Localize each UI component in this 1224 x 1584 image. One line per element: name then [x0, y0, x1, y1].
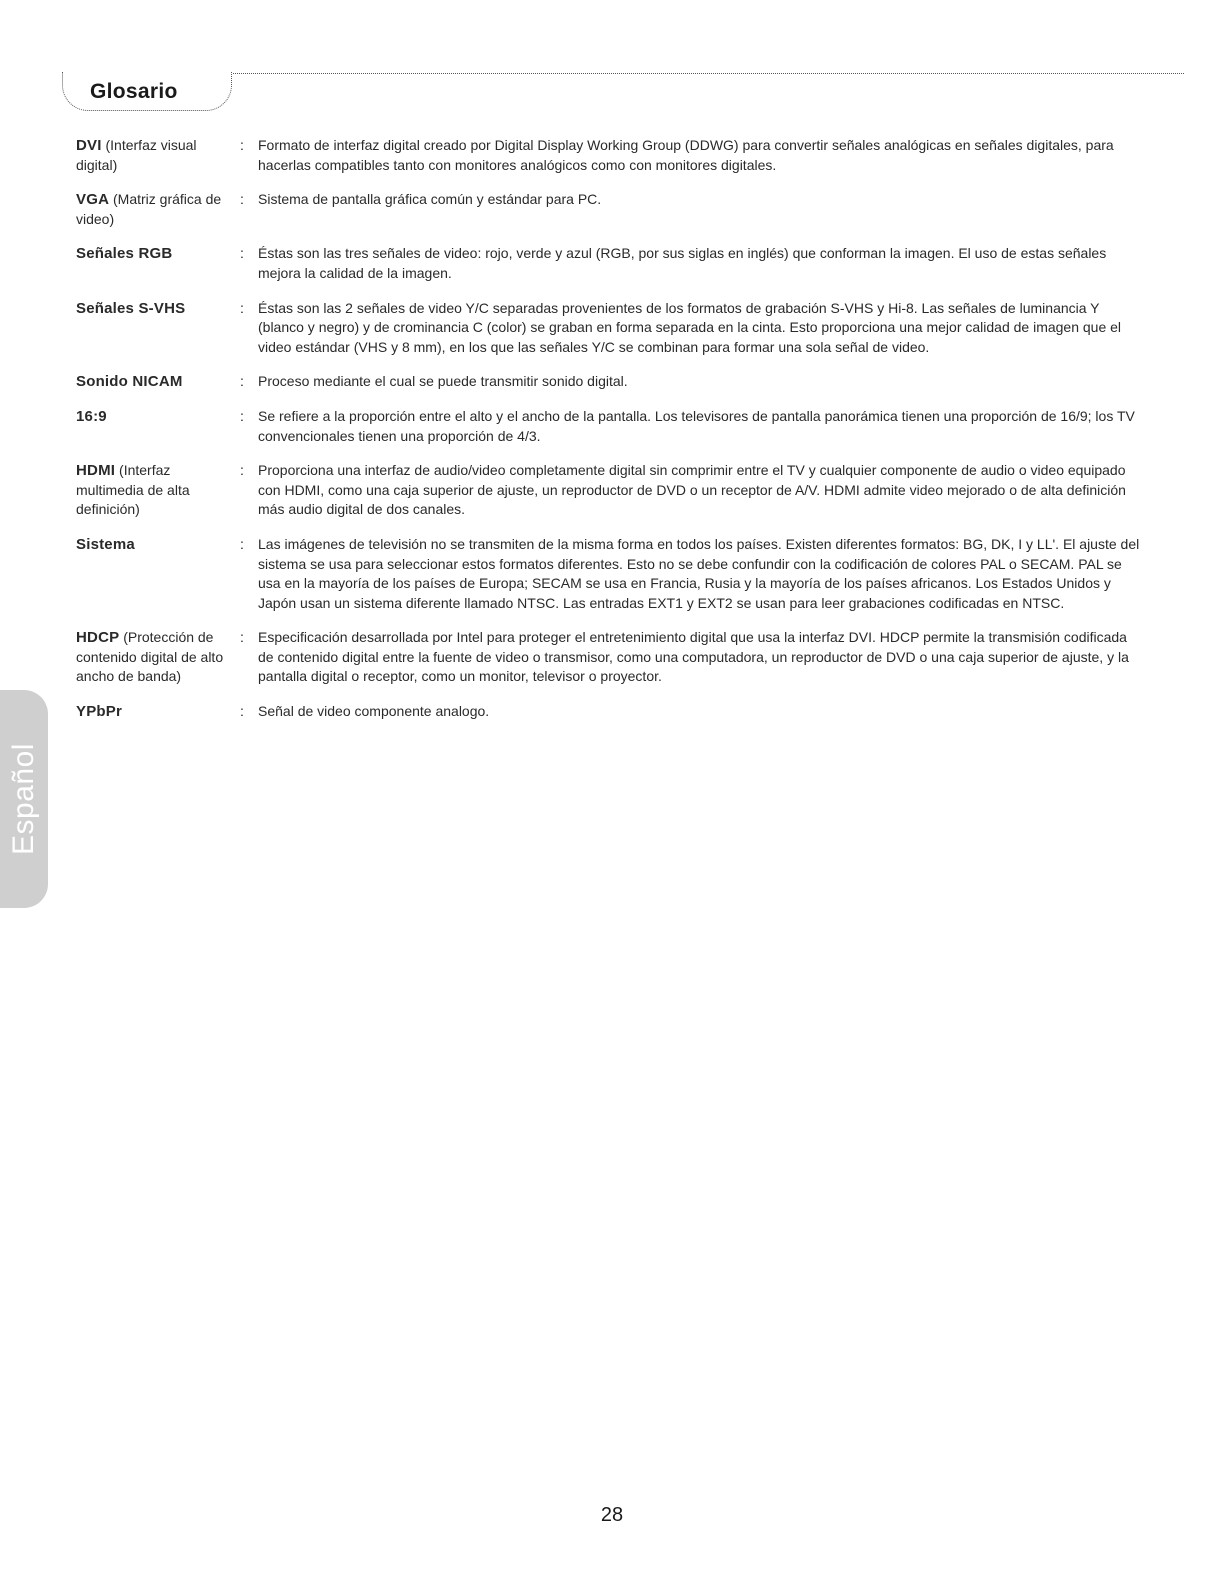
- term-name: Sistema: [76, 535, 135, 553]
- glossary-entry: [76, 372, 1140, 392]
- term-name: HDMI: [76, 462, 116, 480]
- glossary-entry: [76, 407, 1140, 446]
- language-label: Español: [7, 743, 40, 855]
- glossary-term: [76, 372, 226, 392]
- term-name: 16:9: [76, 407, 107, 425]
- glossary-entry: [76, 628, 1140, 687]
- term-name: Señales RGB: [76, 245, 173, 263]
- page-number: 28: [600, 1504, 624, 1526]
- term-definition: Proporciona una interfaz de audio/video completamente digital sin comprimir entre el TV y cualquier componente de audio o video equipado con HDMI, como una caja superior de ajuste, un reproductor de DVD o un receptor de A/V. HDMI admite video mejorado o de alta definición más audio digital de dos canales.: [258, 462, 1126, 518]
- glossary-term: [76, 702, 226, 722]
- term-definition: Se refiere a la proporción entre el alto y el ancho de la pantalla. Los televisores de pantalla panorámica tienen una proporción de 16/9; los TV convencionales tienen una proporción de 4/3.: [258, 407, 1135, 444]
- term-note: (Interfaz multimedia de alta definición): [76, 462, 190, 518]
- term-separator: :: [240, 137, 244, 153]
- term-separator: :: [240, 245, 244, 262]
- term-separator: :: [240, 462, 244, 479]
- term-definition: Especificación desarrollada por Intel para proteger el entretenimiento digital que usa la interfaz DVI. HDCP permite la transmisión codificada de contenido digital entre la fuente de video o transmisor, como una computadora, un reproductor de DVD o una caja superior de ajuste, y la pantalla digital o receptor, como un monitor, televisor o proyector.: [258, 629, 1129, 685]
- term-definition: Éstas son las tres señales de video: rojo, verde y azul (RGB, por sus siglas en inglés) que conforman la imagen. El uso de estas señales mejora la calidad de la imagen.: [258, 245, 1107, 281]
- term-note: (Protección de contenido digital de alto ancho de banda): [76, 629, 224, 685]
- glossary-entry: [76, 535, 1140, 613]
- section-header: [62, 68, 1184, 112]
- term-definition: Éstas son las 2 señales de video Y/C separadas provenientes de los formatos de grabación S-VHS y Hi-8. Las señales de luminancia Y (blanco y negro) y de crominancia C (color) se graban en forma separada en la cinta. Esto proporciona una mejor calidad de imagen que el video estándar (VHS y 8 mm), en los que las señales Y/C se combinan para formar una sola señal de video.: [258, 299, 1122, 355]
- term-definition: Sistema de pantalla gráfica común y estándar para PC.: [258, 191, 602, 208]
- glossary-term: [76, 136, 226, 175]
- glossary-entry: [76, 702, 1140, 722]
- term-separator: :: [240, 703, 244, 720]
- glossary-term: [76, 244, 226, 264]
- glossary-term: [76, 461, 226, 520]
- term-definition: Las imágenes de televisión no se transmiten de la misma forma en todos los países. Existen diferentes formatos: BG, DK, I y LL'. El ajuste del sistema se usa para seleccionar estos formatos diferentes. Esto no se debe confundir con la codificación de colores PAL o SECAM. PAL se usa en la mayoría de los países de Europa; SECAM se usa en Francia, Rusia y la mayoría de los países africanos. Los Estados Unidos y Japón usan un sistema diferente llamado NTSC. Las entradas EXT1 y EXT2 se usan para leer grabaciones codificadas en NTSC.: [258, 535, 1140, 611]
- term-name: Sonido NICAM: [76, 373, 183, 391]
- term-note: (Interfaz visual digital): [76, 137, 197, 173]
- term-separator: :: [240, 373, 244, 390]
- term-name: YPbPr: [76, 703, 123, 721]
- term-separator: :: [240, 191, 244, 208]
- language-side-tab: [0, 690, 48, 908]
- glossary-term: [76, 407, 226, 427]
- glossary-entry: [76, 190, 1140, 229]
- term-definition: Formato de interfaz digital creado por Digital Display Working Group (DDWG) para convertir señales analógicas en señales digitales, para hacerlas compatibles tanto con monitores analógicos como con monitores digitales.: [258, 137, 1114, 173]
- term-name: Señales S-VHS: [76, 299, 186, 317]
- glossary-term: [76, 628, 226, 687]
- term-name: VGA: [76, 191, 110, 209]
- glossary-term: [76, 190, 226, 229]
- term-definition: Señal de video componente analogo.: [258, 703, 490, 720]
- term-name: DVI: [76, 137, 102, 154]
- term-separator: :: [240, 535, 244, 552]
- glossary-term: [76, 299, 226, 319]
- glossary-list: [76, 136, 1140, 737]
- glossary-entry: [76, 299, 1140, 358]
- glossary-entry: [76, 244, 1140, 283]
- term-separator: :: [240, 629, 244, 646]
- glossary-entry: [76, 136, 1140, 175]
- term-definition: Proceso mediante el cual se puede transmitir sonido digital.: [258, 373, 628, 390]
- term-note: (Matriz gráfica de video): [76, 191, 222, 227]
- term-separator: :: [240, 407, 244, 424]
- term-separator: :: [240, 299, 244, 316]
- glossary-entry: [76, 461, 1140, 520]
- term-name: HDCP: [76, 629, 120, 647]
- page-title: Glosario: [90, 80, 178, 103]
- glossary-term: [76, 535, 226, 555]
